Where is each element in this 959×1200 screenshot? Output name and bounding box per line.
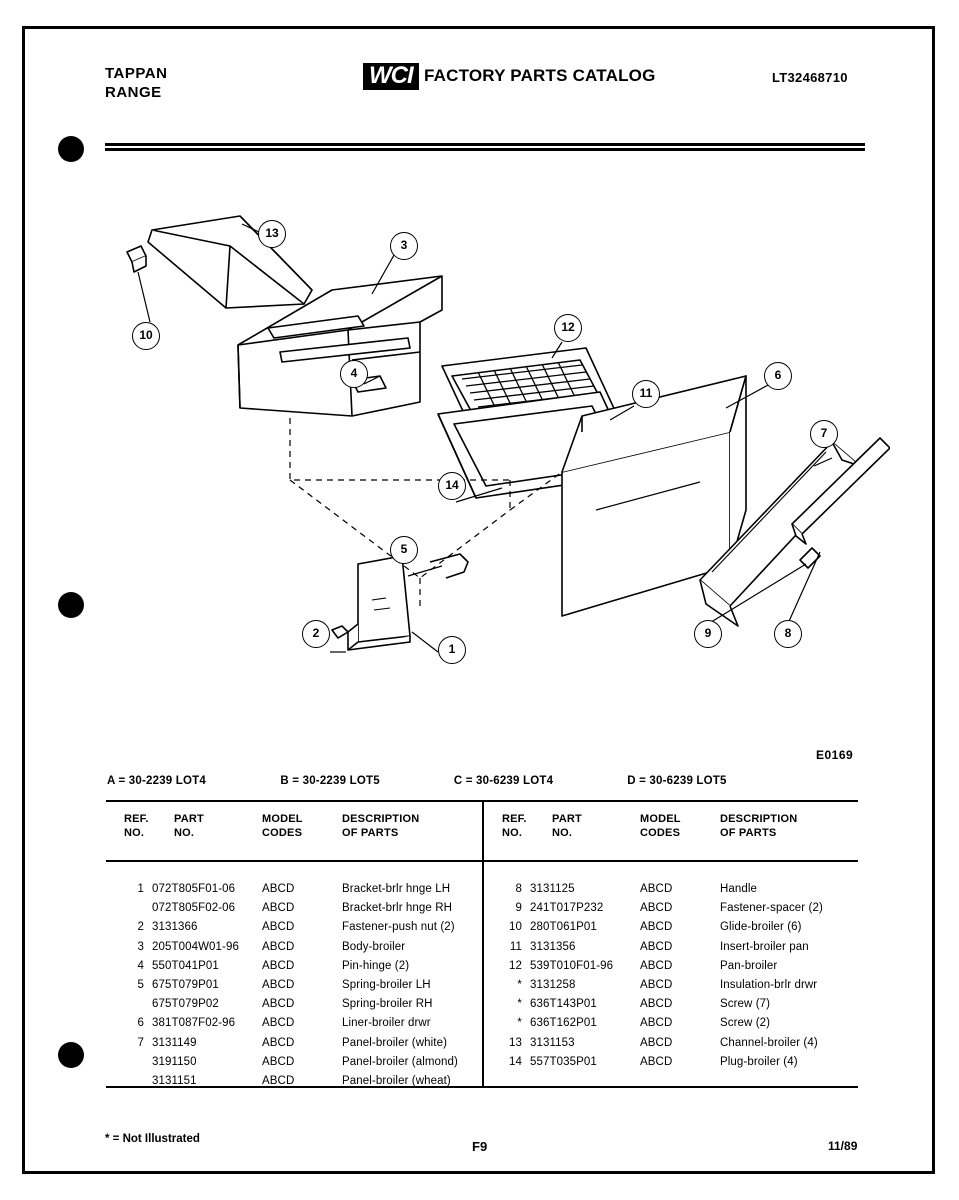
callout-5: 5 (390, 536, 418, 564)
lot-code-d: D = 30-6239 LOT5 (627, 775, 727, 787)
table-row: * 636T162P01 ABCD Screw (2) (517, 1017, 771, 1030)
channel-broiler-part (148, 216, 312, 308)
callout-10: 10 (132, 322, 160, 350)
lot-code-c: C = 30-6239 LOT4 (453, 775, 554, 787)
brand-line-2: RANGE (105, 84, 162, 101)
exploded-parts-diagram (90, 180, 890, 740)
document-code: LT32468710 (772, 70, 848, 85)
header-part-no: PART NO. (552, 813, 582, 839)
callout-11: 11 (632, 380, 660, 408)
table-row: 13 3131153 ABCD Channel-broiler (4) (509, 1036, 818, 1049)
parts-table-left (106, 800, 482, 1086)
table-row: 4 550T041P01 ABCD Pin-hinge (2) (137, 959, 410, 972)
callout-1: 1 (438, 636, 466, 664)
table-row: 6 381T087F02-96 ABCD Liner-broiler drwr (137, 1017, 431, 1030)
wci-logo: WCI (363, 63, 419, 90)
brand-name (105, 64, 167, 102)
table-row: 9 241T017P232 ABCD Fastener-spacer (2) (515, 902, 823, 915)
callout-3: 3 (390, 232, 418, 260)
table-row: * 636T143P01 ABCD Screw (7) (517, 998, 771, 1011)
table-row: 3191150 ABCD Panel-broiler (almond) (152, 1055, 458, 1068)
table-row: 675T079P02 ABCD Spring-broiler RH (152, 998, 433, 1011)
plug-broiler-part (127, 246, 146, 272)
callout-14: 14 (438, 472, 466, 500)
callout-9: 9 (694, 620, 722, 648)
callout-6: 6 (764, 362, 792, 390)
spring-broiler-part (430, 554, 468, 578)
bracket-brlr-hinge-part (348, 556, 410, 650)
parts-table (106, 800, 858, 1088)
header-description: DESCRIPTION OF PARTS (342, 813, 420, 839)
brand-line-1: TAPPAN (105, 65, 168, 82)
header-part-no: PART NO. (174, 813, 204, 839)
header-divider (105, 143, 865, 151)
page-title: FACTORY PARTS CATALOG (424, 66, 656, 85)
diagram-artwork (90, 180, 890, 740)
callout-4: 4 (340, 360, 368, 388)
table-row: 5 675T079P01 ABCD Spring-broiler LH (137, 978, 431, 991)
table-row: 12 539T010F01-96 ABCD Pan-broiler (509, 959, 778, 972)
table-row: * 3131258 ABCD Insulation-brlr drwr (517, 978, 818, 991)
page-number: F9 (472, 1139, 488, 1154)
lot-code-b: B = 30-2239 LOT5 (280, 775, 380, 787)
table-row: 072T805F02-06 ABCD Bracket-brlr hnge RH (152, 902, 453, 915)
callout-8: 8 (774, 620, 802, 648)
fastener-push-nut-part (332, 626, 348, 638)
lot-code-legend (107, 775, 807, 787)
callout-12: 12 (554, 314, 582, 342)
callout-7: 7 (810, 420, 838, 448)
revision-date: 11/89 (828, 1139, 858, 1153)
header-model-codes: MODEL CODES (640, 813, 681, 839)
punch-hole (58, 592, 84, 618)
callout-2: 2 (302, 620, 330, 648)
table-rows-left (106, 880, 482, 1091)
table-row: 8 3131125 ABCD Handle (515, 883, 758, 895)
header-ref-no: REF. NO. (502, 813, 527, 839)
header-model-codes: MODEL CODES (262, 813, 303, 839)
table-row: 3 205T004W01-96 ABCD Body-broiler (137, 940, 406, 953)
table-row: 14 557T035P01 ABCD Plug-broiler (4) (509, 1055, 798, 1068)
table-row: 7 3131149 ABCD Panel-broiler (white) (137, 1036, 447, 1049)
table-row: 2 3131366 ABCD Fastener-push nut (2) (137, 921, 455, 934)
table-row: 3131151 ABCD Panel-broiler (wheat) (152, 1074, 451, 1087)
table-rows-right (484, 880, 860, 1072)
callout-13: 13 (258, 220, 286, 248)
punch-hole (58, 136, 84, 162)
table-row: 11 3131356 ABCD Insert-broiler pan (509, 940, 809, 953)
punch-hole (58, 1042, 84, 1068)
header-description: DESCRIPTION OF PARTS (720, 813, 798, 839)
parts-table-right (484, 800, 860, 1086)
lot-code-a: A = 30-2239 LOT4 (107, 775, 206, 787)
header-ref-no: REF. NO. (124, 813, 149, 839)
figure-code: E0169 (816, 748, 854, 762)
table-row: 1 072T805F01-06 ABCD Bracket-brlr hnge LH (137, 883, 451, 895)
table-row: 10 280T061P01 ABCD Glide-broiler (6) (509, 921, 802, 934)
footnote: * = Not Illustrated (105, 1133, 200, 1145)
